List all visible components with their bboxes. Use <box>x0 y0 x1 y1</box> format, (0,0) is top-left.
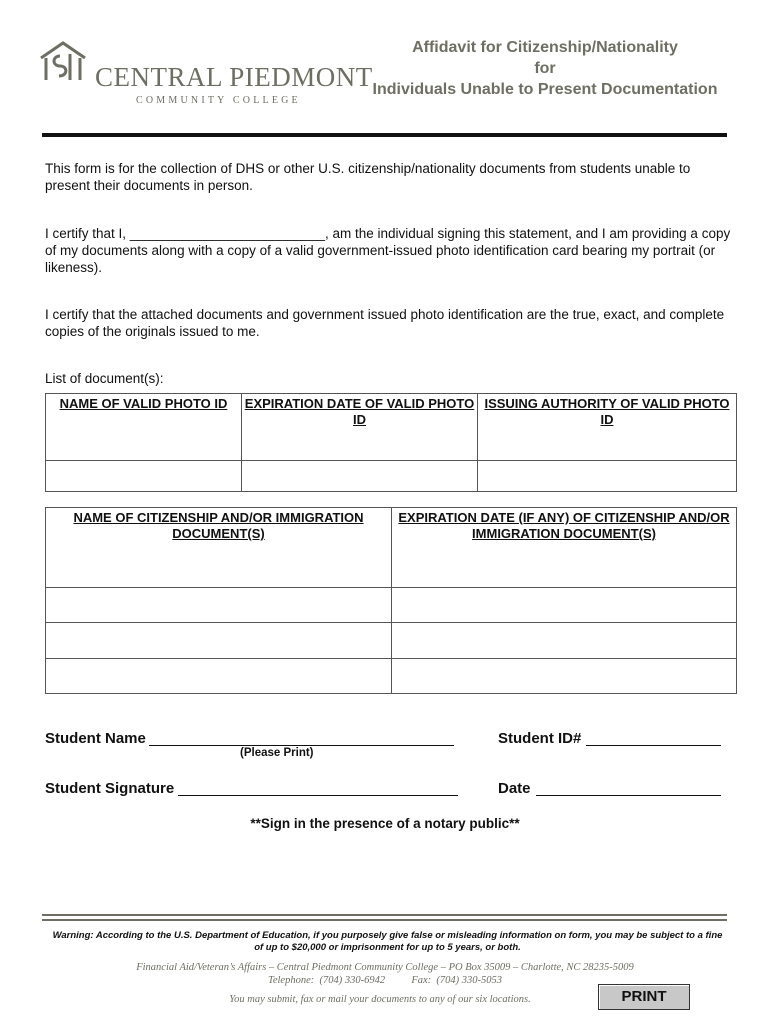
table-row <box>46 659 737 694</box>
table-row <box>46 461 737 492</box>
student-name-label: Student Name <box>45 730 146 747</box>
certify-identity-paragraph: I certify that I, __________________________, am the individual signing this statement, and I am providing a copy of my documents along with a copy of a valid government-issued photo identification card bearing my portrait (or likeness). <box>45 226 731 275</box>
document-name-field[interactable] <box>46 588 392 623</box>
college-logo-icon <box>38 40 88 88</box>
document-name-field[interactable] <box>46 659 392 694</box>
photo-id-name-field[interactable] <box>46 461 242 492</box>
submit-note: You may submit, fax or mail your documents to any of our six locations. <box>229 994 531 1005</box>
table-row <box>46 623 737 659</box>
legal-warning: Warning: According to the U.S. Department of Education, if you purposely give false or misleading information on form, you may be subject to a fine of up to $20,000 or imprisonment for up to 5 years, or both. <box>52 930 723 953</box>
table-header-cell: NAME OF CITIZENSHIP AND/OR IMMIGRATION DOCUMENT(S) <box>46 508 392 588</box>
table-header-cell: NAME OF VALID PHOTO ID <box>46 394 242 461</box>
student-signature-label: Student Signature <box>45 780 175 797</box>
student-name-field[interactable] <box>149 745 454 746</box>
citizenship-documents-table <box>45 507 737 694</box>
intro-paragraph: This form is for the collection of DHS or other U.S. citizenship/nationality documents from students unable to present their documents in person. <box>45 161 691 193</box>
college-name-logo: CENTRAL PIEDMONT <box>95 62 373 92</box>
table-row <box>46 588 737 623</box>
photo-id-expiration-field[interactable] <box>242 461 478 492</box>
notary-notice: **Sign in the presence of a notary public** <box>250 816 520 831</box>
college-subtitle-logo: COMMUNITY COLLEGE <box>136 95 301 106</box>
print-button[interactable]: PRINT <box>598 984 690 1010</box>
document-expiration-field[interactable] <box>392 623 737 659</box>
document-expiration-field[interactable] <box>392 588 737 623</box>
table-header-cell: EXPIRATION DATE OF VALID PHOTO ID <box>242 394 478 461</box>
certify-documents-paragraph: I certify that the attached documents and government issued photo identification are the true, exact, and complete copies of the originals issued to me. <box>45 307 725 339</box>
photo-id-table <box>45 393 737 492</box>
date-label: Date <box>498 780 531 797</box>
document-name-field[interactable] <box>46 623 392 659</box>
form-title-line-2: for <box>534 60 556 77</box>
form-title-line-1: Affidavit for Citizenship/Nationality <box>412 39 678 56</box>
document-list-label: List of document(s): <box>45 371 164 386</box>
form-title-line-3: Individuals Unable to Present Documentation <box>372 81 718 98</box>
office-address: Financial Aid/Veteran’s Affairs – Central Piedmont Community College – PO Box 35009 – Charlotte, NC 28235-5009 <box>136 962 634 973</box>
footer-divider <box>42 919 727 921</box>
header-divider <box>42 133 727 137</box>
table-header-cell: EXPIRATION DATE (IF ANY) OF CITIZENSHIP AND/OR IMMIGRATION DOCUMENT(S) <box>392 508 737 588</box>
document-expiration-field[interactable] <box>392 659 737 694</box>
date-field[interactable] <box>536 795 721 796</box>
student-id-field[interactable] <box>586 745 721 746</box>
student-id-label: Student ID# <box>498 730 582 747</box>
footer-divider <box>42 914 727 916</box>
please-print-hint: (Please Print) <box>240 747 314 759</box>
student-signature-field[interactable] <box>178 795 458 796</box>
phone-fax: Telephone: (704) 330-6942 Fax: (704) 330-5053 <box>267 975 503 986</box>
table-header-cell: ISSUING AUTHORITY OF VALID PHOTO ID <box>478 394 737 461</box>
photo-id-authority-field[interactable] <box>478 461 737 492</box>
